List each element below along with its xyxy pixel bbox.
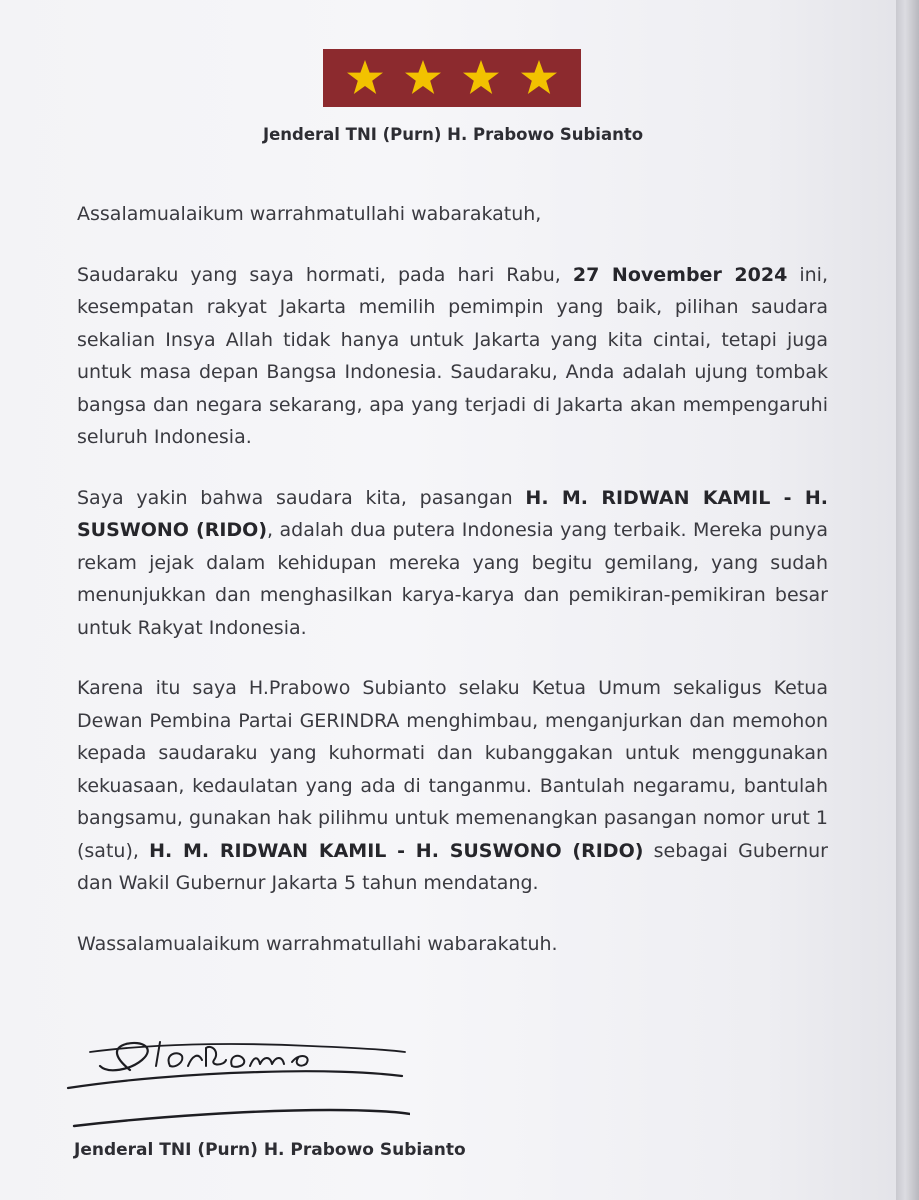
star-icon — [403, 58, 443, 98]
paragraph-2: Saya yakin bahwa saudara kita, pasangan H. M. RIDWAN KAMIL - H. SUSWONO (RIDO), adalah dua putera Indonesia yang terbaik. Mereka punya rekam jejak dalam kehidupan mereka yang begitu gemilang, yang sudah menunjukkan dan menghasilkan karya-karya dan pemikiran-pemikiran besar untuk Rakyat Indonesia. — [77, 486, 828, 639]
star-icon — [345, 58, 385, 98]
star-icon — [461, 58, 501, 98]
candidate-names: H. M. RIDWAN KAMIL - H. SUSWONO (RIDO) — [77, 486, 828, 541]
page-edge — [896, 0, 919, 1200]
rank-insignia — [323, 49, 581, 107]
letter-body — [77, 198, 828, 988]
star-icon — [519, 58, 559, 98]
paragraph-3: Karena itu saya H.Prabowo Subianto selaku Ketua Umum sekaligus Ketua Dewan Pembina Partai GERINDRA menghimbau, menganjurkan dan memohon kepada saudaraku yang kuhormati dan kubanggakan untuk menggunakan kekuasaan, kedaulatan yang ada di tanganmu. Bantulah negaramu, bantulah bangsamu, gunakan hak pilihmu untuk memenangkan pasangan nomor urut 1 (satu), H. M. RIDWAN KAMIL - H. SUSWONO (RIDO) sebagai Gubernur dan Wakil Gubernur Jakarta 5 tahun mendatang. — [77, 677, 828, 894]
election-date: 27 November 2024 — [572, 263, 788, 286]
closing: Wassalamualaikum warrahmatullahi wabarakatuh. — [77, 932, 558, 955]
paragraph-1: Saudaraku yang saya hormati, pada hari Rabu, 27 November 2024 ini, kesempatan rakyat Jakarta memilih pemimpin yang baik, pilihan saudara sekalian Insya Allah tidak hanya untuk Jakarta yang kita cintai, tetapi juga untuk masa depan Bangsa Indonesia. Saudaraku, Anda adalah ujung tombak bangsa dan negara sekarang, apa yang terjadi di Jakarta akan mempengaruhi seluruh Indonesia. — [77, 263, 828, 448]
signature — [60, 1030, 410, 1130]
greeting: Assalamualaikum warrahmatullahi wabarakatuh, — [77, 203, 542, 225]
signatory-name: Jenderal TNI (Purn) H. Prabowo Subianto — [74, 1140, 466, 1160]
header-name: Jenderal TNI (Purn) H. Prabowo Subianto — [262, 125, 644, 144]
candidate-names: H. M. RIDWAN KAMIL - H. SUSWONO (RIDO) — [149, 839, 644, 862]
